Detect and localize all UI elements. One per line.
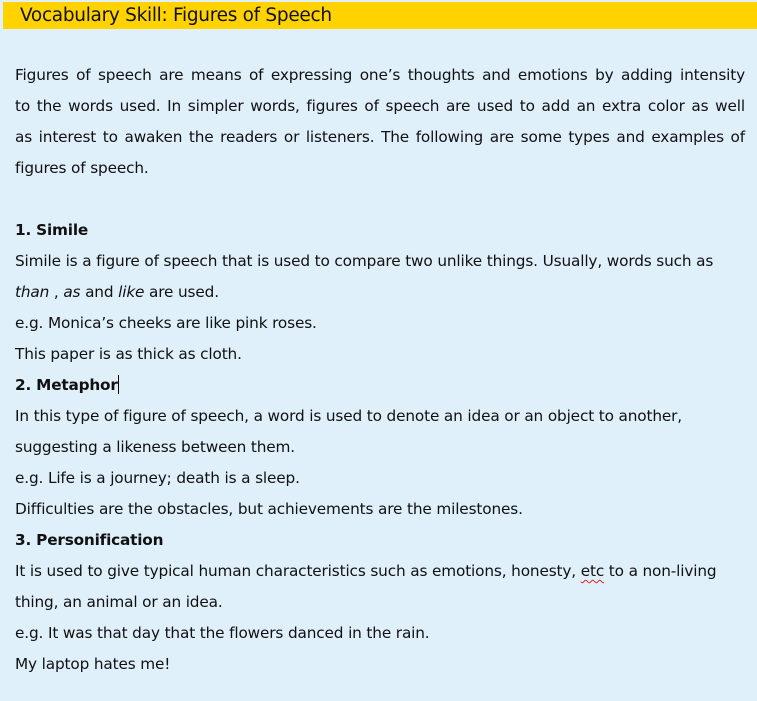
text-rest: are used. <box>144 283 219 301</box>
simile-definition-line-2 <box>15 277 747 308</box>
text-before: It is used to give typical human characteristics such as emotions, honesty, <box>15 562 581 580</box>
personification-definition-line-1 <box>15 556 747 587</box>
separator: and <box>80 283 119 301</box>
intro-line-4: figures of speech. <box>15 159 149 177</box>
word-like: like <box>118 283 145 301</box>
intro-line-1: Figures of speech are means of expressing one’s thoughts and emotions by adding intensity <box>15 66 745 84</box>
metaphor-definition-line-2: suggesting a likeness between them. <box>15 438 295 456</box>
metaphor-example-2: Difficulties are the obstacles, but achievements are the milestones. <box>15 500 523 518</box>
intro-line-3: as interest to awaken the readers or listeners. The following are some types and examples of <box>15 128 745 146</box>
text-cursor <box>118 375 119 394</box>
personification-example-1: e.g. It was that day that the flowers danced in the rain. <box>15 624 430 642</box>
header-band <box>3 2 757 29</box>
metaphor-heading <box>15 370 747 401</box>
metaphor-example-1: e.g. Life is a journey; death is a sleep. <box>15 469 300 487</box>
misspelled-word[interactable]: etc <box>580 562 605 580</box>
page-title: Vocabulary Skill: Figures of Speech <box>20 5 332 26</box>
separator: , <box>49 283 64 301</box>
personification-heading: 3. Personification <box>15 531 164 549</box>
simile-example-2: This paper is as thick as cloth. <box>15 345 242 363</box>
intro-line-2: to the words used. In simpler words, figures of speech are used to add an extra color as well <box>15 97 745 115</box>
blank-line <box>15 184 747 215</box>
word-as: as <box>63 283 81 301</box>
personification-example-2: My laptop hates me! <box>15 655 171 673</box>
personification-definition-line-2: thing, an animal or an idea. <box>15 593 223 611</box>
simile-example-1: e.g. Monica’s cheeks are like pink roses. <box>15 314 317 332</box>
metaphor-definition-line-1: In this type of figure of speech, a word is used to denote an idea or an object to another, <box>15 407 683 425</box>
simile-heading: 1. Simile <box>15 221 89 239</box>
word-than: than <box>15 283 50 301</box>
text-after: to a non-living <box>604 562 717 580</box>
metaphor-heading-text: 2. Metaphor <box>15 376 118 394</box>
simile-definition-line-1: Simile is a figure of speech that is used to compare two unlike things. Usually, words such as <box>15 252 714 270</box>
document-body[interactable] <box>15 60 747 680</box>
